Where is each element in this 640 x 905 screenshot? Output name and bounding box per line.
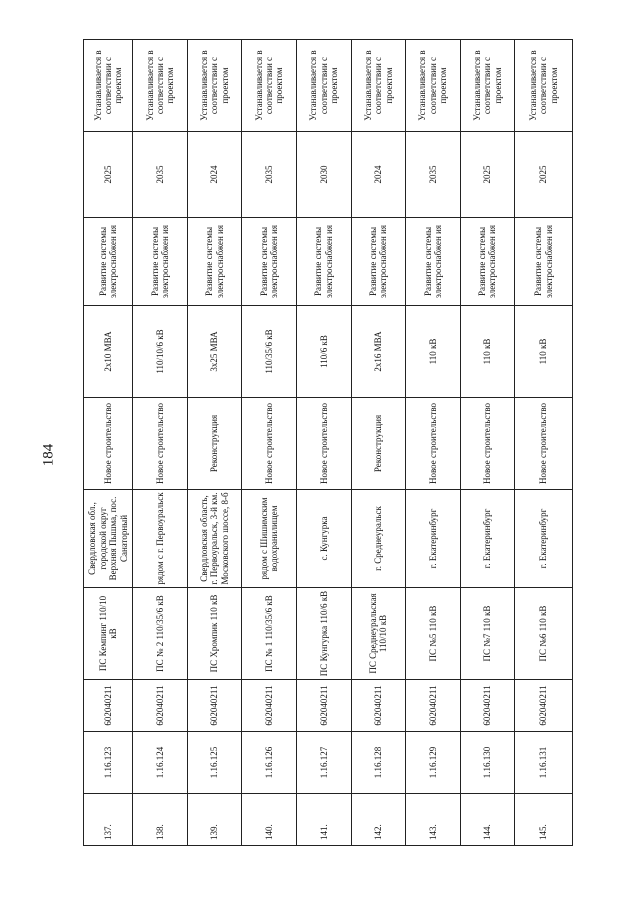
note-cell: Устанавливается в соответствии с проектом	[460, 40, 515, 132]
note-cell: Устанавливается в соответствии с проектом	[84, 40, 133, 132]
row-number-cell: 143.	[406, 794, 461, 846]
rotated-table-container	[83, 40, 573, 846]
object-name-cell: ПС №7 110 кВ	[460, 588, 515, 680]
location-cell: Свердловская обл., городской округ Верхняя Пышма, пос. Санаторный	[84, 490, 133, 588]
table-row	[84, 40, 133, 846]
location-cell: рядом с г. Первоуральск	[133, 490, 188, 588]
classifier-code-cell: 602040211	[297, 680, 352, 732]
note-cell: Устанавливается в соответствии с проектом	[297, 40, 352, 132]
capacity-cell: 110/35/6 кВ	[242, 306, 297, 398]
year-cell: 2035	[406, 132, 461, 218]
object-name-cell: ПС Хромпик 110 кВ	[187, 588, 242, 680]
classifier-code-cell: 602040211	[460, 680, 515, 732]
year-cell: 2024	[351, 132, 406, 218]
object-code-cell: 1.16.126	[242, 732, 297, 794]
object-code-cell: 1.16.127	[297, 732, 352, 794]
construction-type-cell: Новое строительство	[406, 398, 461, 490]
year-cell: 2025	[515, 132, 573, 218]
object-name-cell: ПС № 2 110/35/6 кВ	[133, 588, 188, 680]
capacity-cell: 2x10 МВА	[84, 306, 133, 398]
classifier-code-cell: 602040211	[187, 680, 242, 732]
purpose-cell: Развитие системы электроснабжен ия	[406, 218, 461, 306]
purpose-cell: Развитие системы электроснабжен ия	[133, 218, 188, 306]
purpose-cell: Развитие системы электроснабжен ия	[515, 218, 573, 306]
row-number-cell: 138.	[133, 794, 188, 846]
year-cell: 2024	[187, 132, 242, 218]
construction-type-cell: Новое строительство	[242, 398, 297, 490]
purpose-cell: Развитие системы электроснабжен ия	[460, 218, 515, 306]
construction-type-cell: Новое строительство	[84, 398, 133, 490]
location-cell: г. Екатеринбург	[406, 490, 461, 588]
table-row	[133, 40, 188, 846]
location-cell: г. Екатеринбург	[515, 490, 573, 588]
capacity-cell: 110 кВ	[515, 306, 573, 398]
table-row	[187, 40, 242, 846]
objects-table	[83, 39, 573, 846]
capacity-cell: 110 кВ	[460, 306, 515, 398]
row-number-cell: 141.	[297, 794, 352, 846]
object-name-cell: ПС Кемпинг 110/10 кВ	[84, 588, 133, 680]
location-cell: с. Кунгурка	[297, 490, 352, 588]
object-code-cell: 1.16.124	[133, 732, 188, 794]
object-code-cell: 1.16.123	[84, 732, 133, 794]
row-number-cell: 137.	[84, 794, 133, 846]
note-cell: Устанавливается в соответствии с проектом	[242, 40, 297, 132]
classifier-code-cell: 602040211	[133, 680, 188, 732]
table-area	[83, 40, 573, 846]
page-number	[40, 443, 58, 467]
note-cell: Устанавливается в соответствии с проектом	[351, 40, 406, 132]
location-cell: г. Среднеуральск	[351, 490, 406, 588]
location-cell: Свердловская область, г. Первоуральск, 3-й км. Московского шоссе, 8-б	[187, 490, 242, 588]
year-cell: 2025	[84, 132, 133, 218]
note-cell: Устанавливается в соответствии с проектом	[406, 40, 461, 132]
purpose-cell: Развитие системы электроснабжен ия	[187, 218, 242, 306]
classifier-code-cell: 602040211	[242, 680, 297, 732]
capacity-cell: 2x16 МВА	[351, 306, 406, 398]
year-cell: 2035	[133, 132, 188, 218]
object-code-cell: 1.16.129	[406, 732, 461, 794]
classifier-code-cell: 602040211	[351, 680, 406, 732]
object-name-cell: ПС №6 110 кВ	[515, 588, 573, 680]
capacity-cell: 110/10/6 кВ	[133, 306, 188, 398]
construction-type-cell: Новое строительство	[515, 398, 573, 490]
table-row	[460, 40, 515, 846]
year-cell: 2025	[460, 132, 515, 218]
table-row	[406, 40, 461, 846]
table-row	[297, 40, 352, 846]
location-cell: рядом с Шишимским водохранилищем	[242, 490, 297, 588]
purpose-cell: Развитие системы электроснабжен ия	[242, 218, 297, 306]
table-row	[515, 40, 573, 846]
construction-type-cell: Реконструкция	[187, 398, 242, 490]
row-number-cell: 145.	[515, 794, 573, 846]
construction-type-cell: Новое строительство	[133, 398, 188, 490]
row-number-cell: 144.	[460, 794, 515, 846]
capacity-cell: 110 кВ	[406, 306, 461, 398]
capacity-cell: 110/6 кВ	[297, 306, 352, 398]
note-cell: Устанавливается в соответствии с проектом	[187, 40, 242, 132]
row-number-cell: 139.	[187, 794, 242, 846]
object-name-cell: ПС № 1 110/35/6 кВ	[242, 588, 297, 680]
object-code-cell: 1.16.131	[515, 732, 573, 794]
note-cell: Устанавливается в соответствии с проектом	[515, 40, 573, 132]
table-body	[84, 40, 573, 846]
row-number-cell: 140.	[242, 794, 297, 846]
table-row	[351, 40, 406, 846]
row-number-cell: 142.	[351, 794, 406, 846]
year-cell: 2030	[297, 132, 352, 218]
capacity-cell: 3x25 МВА	[187, 306, 242, 398]
object-name-cell: ПС Кунгурка 110/6 кВ	[297, 588, 352, 680]
year-cell: 2035	[242, 132, 297, 218]
note-cell: Устанавливается в соответствии с проектом	[133, 40, 188, 132]
purpose-cell: Развитие системы электроснабжен ия	[84, 218, 133, 306]
classifier-code-cell: 602040211	[515, 680, 573, 732]
purpose-cell: Развитие системы электроснабжен ия	[351, 218, 406, 306]
object-code-cell: 1.16.125	[187, 732, 242, 794]
purpose-cell: Развитие системы электроснабжен ия	[297, 218, 352, 306]
object-name-cell: ПС №5 110 кВ	[406, 588, 461, 680]
construction-type-cell: Новое строительство	[460, 398, 515, 490]
construction-type-cell: Новое строительство	[297, 398, 352, 490]
construction-type-cell: Реконструкция	[351, 398, 406, 490]
object-code-cell: 1.16.128	[351, 732, 406, 794]
classifier-code-cell: 602040211	[406, 680, 461, 732]
table-row	[242, 40, 297, 846]
object-name-cell: ПС Среднеуральская 110/10 кВ	[351, 588, 406, 680]
object-code-cell: 1.16.130	[460, 732, 515, 794]
classifier-code-cell: 602040211	[84, 680, 133, 732]
location-cell: г. Екатеринбург	[460, 490, 515, 588]
page-number-text: 184	[40, 443, 57, 467]
